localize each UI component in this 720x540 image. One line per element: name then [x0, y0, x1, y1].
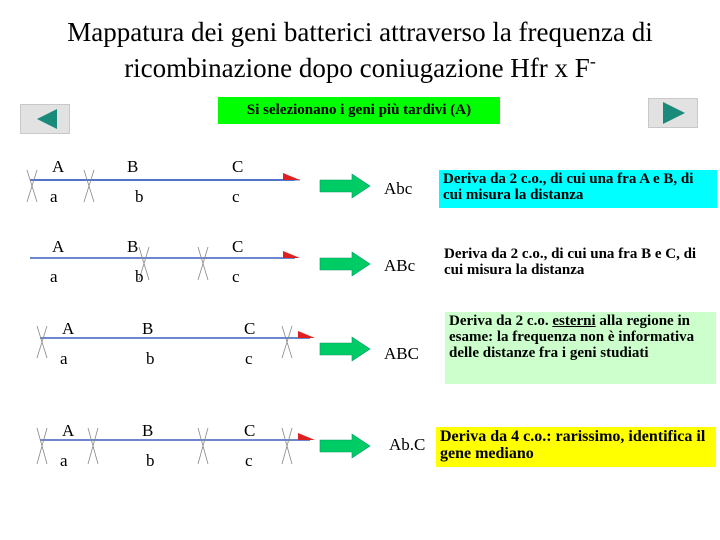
gene-A: A	[62, 421, 75, 440]
explanation-box: Deriva da 2 c.o., di cui una fra B e C, di cui misura la distanza	[444, 246, 697, 278]
crossover-mark	[84, 170, 94, 202]
diagram-3-graphics	[37, 326, 370, 361]
selection-banner: Si selezionano i geni più tardivi (A)	[218, 97, 500, 124]
crossover-mark	[37, 428, 47, 464]
gene-B: B	[127, 237, 139, 256]
result-genotype: Ab.C	[389, 435, 426, 454]
crossover-mark	[27, 170, 37, 202]
gene-c: c	[245, 451, 253, 470]
gene-A: A	[52, 157, 65, 176]
gene-c: c	[232, 267, 240, 286]
explanation-box	[445, 312, 716, 384]
gene-a: a	[50, 267, 58, 286]
arrow-tip	[283, 251, 300, 258]
arrow-tip	[298, 331, 315, 338]
gene-B: B	[142, 421, 154, 440]
crossover-mark	[88, 428, 98, 464]
gene-A: A	[62, 319, 75, 338]
title-line-1: Mappatura dei geni batterici attraverso la frequenza di	[67, 17, 653, 47]
arrow-tip	[283, 173, 300, 180]
green-arrow	[320, 434, 370, 458]
explanation-box: Deriva da 4 c.o.: rarissimo, identifica il gene mediano	[436, 427, 716, 467]
gene-a: a	[60, 349, 68, 368]
gene-a: a	[60, 451, 68, 470]
green-arrow	[320, 337, 370, 361]
gene-b: b	[135, 267, 144, 286]
result-genotype: ABc	[384, 256, 416, 275]
crossover-mark	[282, 428, 292, 464]
explanation-box: Deriva da 2 c.o., di cui una fra A e B, di cui misura la distanza	[439, 170, 717, 208]
gene-b: b	[135, 187, 144, 206]
gene-C: C	[232, 157, 244, 176]
result-genotype: Abc	[384, 179, 413, 198]
arrow-tip	[298, 433, 315, 440]
gene-a: a	[50, 187, 58, 206]
explanation-emphasis: esterni	[552, 313, 596, 329]
green-arrow	[320, 174, 370, 198]
gene-c: c	[245, 349, 253, 368]
gene-b: b	[146, 451, 155, 470]
gene-c: c	[232, 187, 240, 206]
diagram-4-graphics	[37, 428, 370, 464]
gene-b: b	[146, 349, 155, 368]
explanation-text: Deriva da 2 c.o.	[449, 313, 553, 329]
gene-C: C	[232, 237, 244, 256]
title-line-2-text: ricombinazione dopo coniugazione Hfr x F	[124, 53, 590, 83]
diagram-2-graphics	[30, 247, 370, 280]
crossover-mark	[282, 326, 292, 358]
diagram-1-graphics	[27, 170, 370, 202]
result-genotype: ABC	[384, 344, 419, 363]
crossover-mark	[198, 428, 208, 464]
crossover-mark	[198, 247, 208, 280]
gene-A: A	[52, 237, 65, 256]
gene-C: C	[244, 319, 256, 338]
explanation-text: alla regione in esame: la frequenza non è informativa delle distanze fra i geni studiati	[449, 313, 695, 361]
crossover-mark	[37, 326, 47, 358]
title-superscript: -	[589, 51, 596, 71]
green-arrow	[320, 252, 370, 276]
gene-B: B	[127, 157, 139, 176]
gene-B: B	[142, 319, 154, 338]
gene-C: C	[244, 421, 256, 440]
